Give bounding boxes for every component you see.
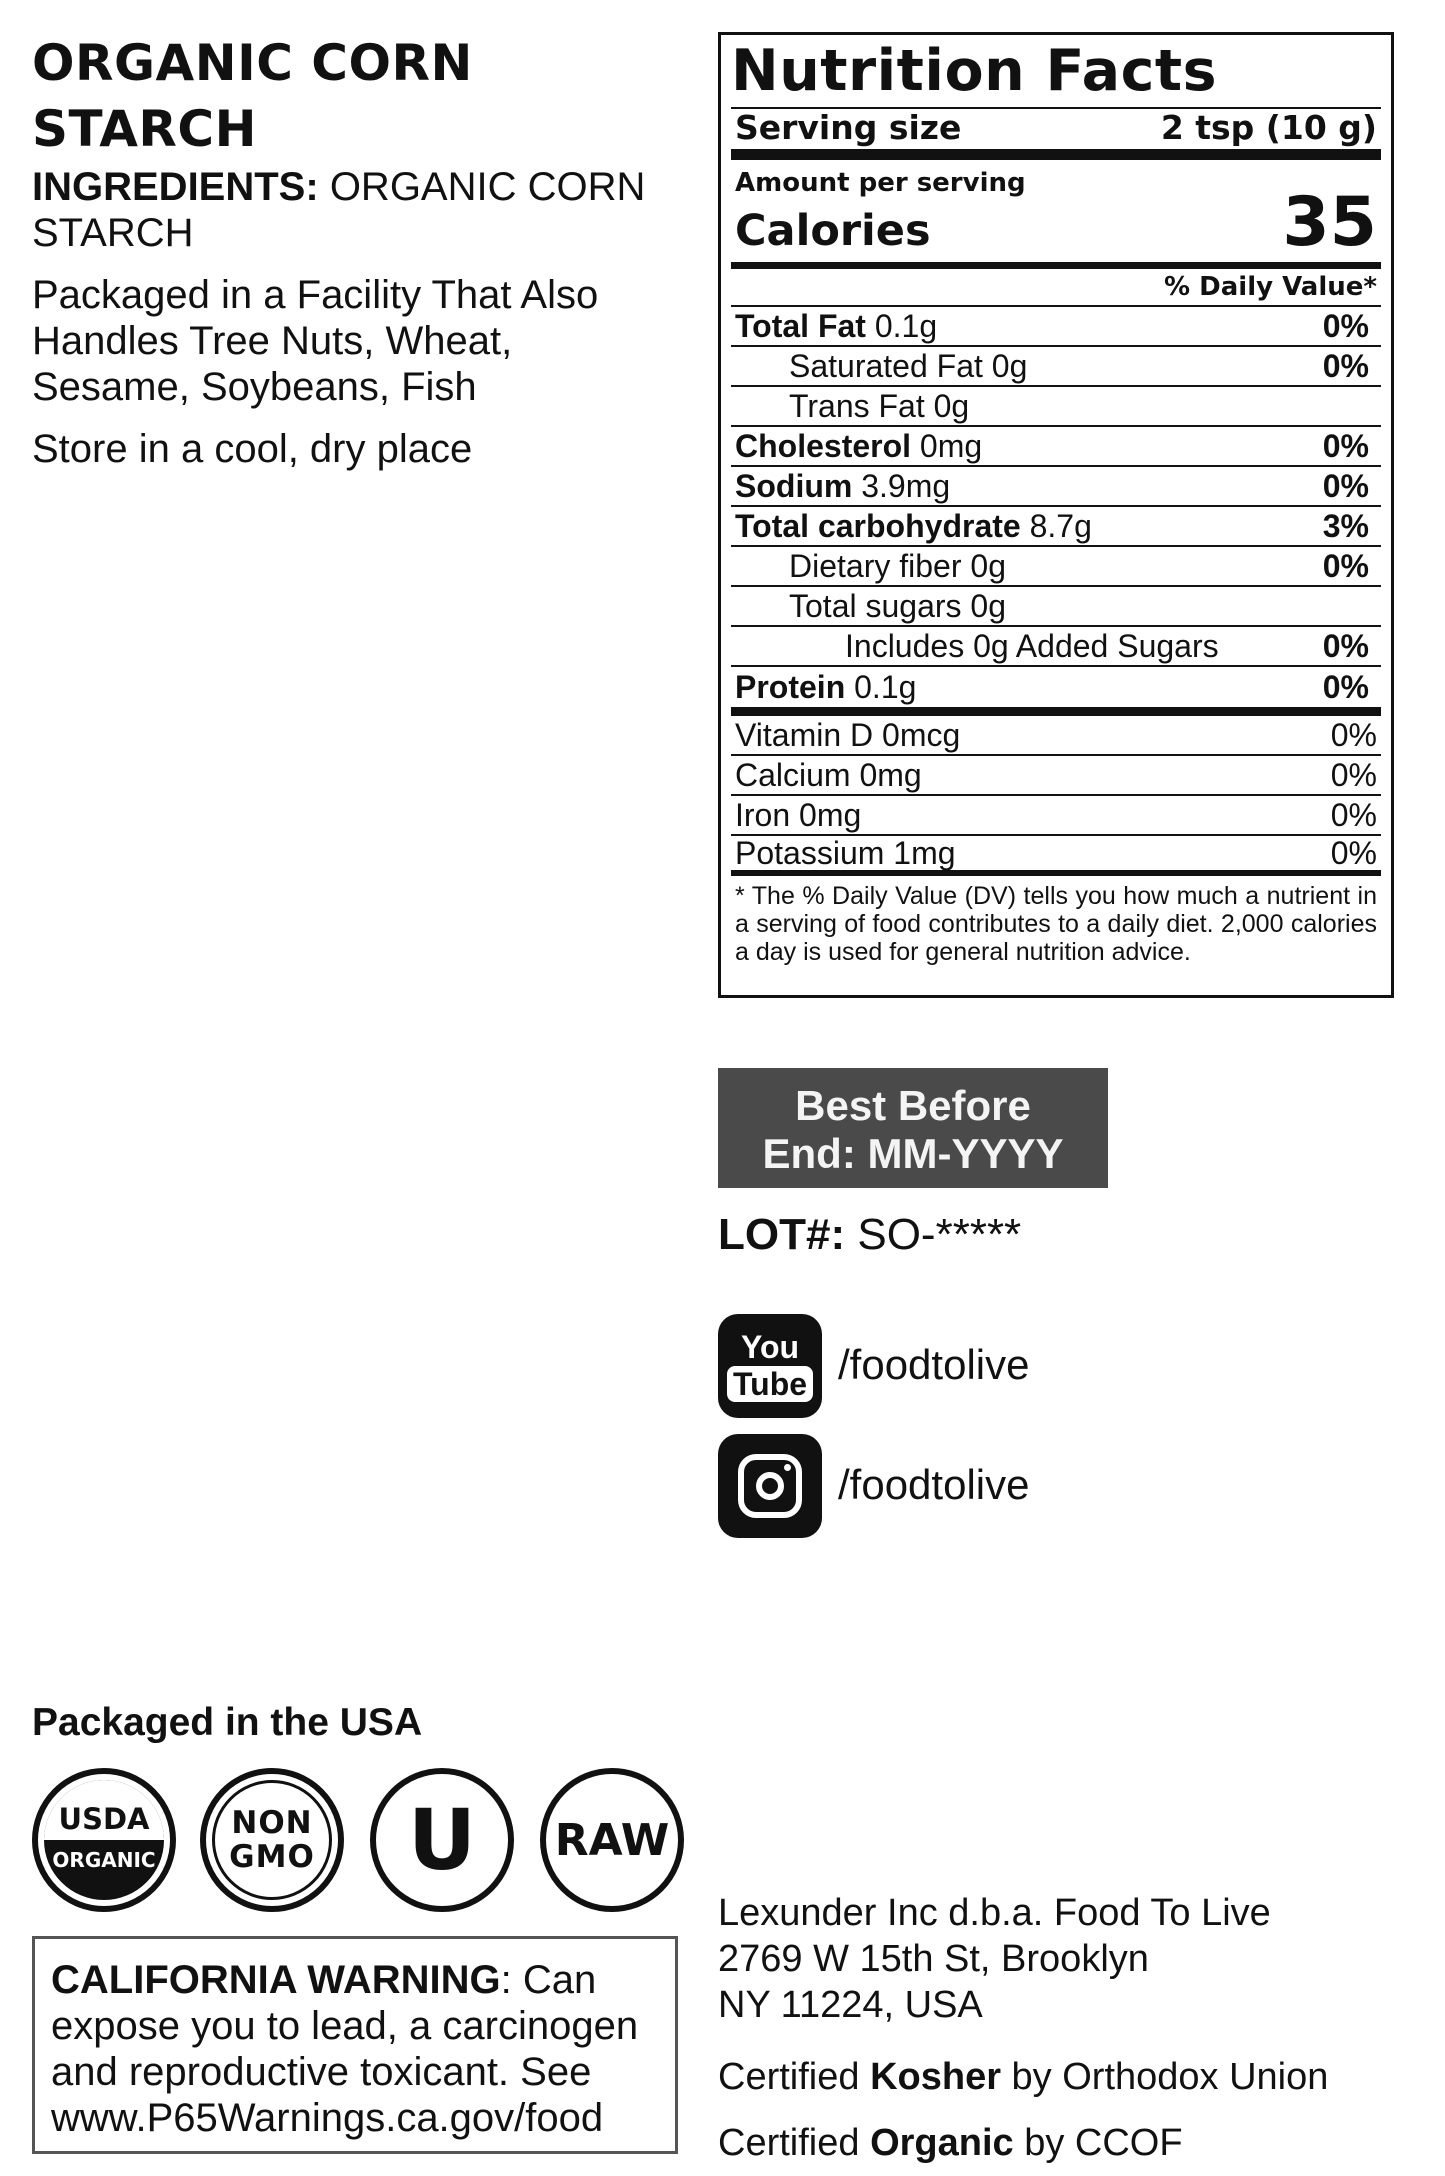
nutrient-row-dietary-fiber: [731, 547, 1381, 587]
nutrient-dv: 0%: [1322, 668, 1369, 705]
best-before-line2: End: MM-YYYY: [762, 1130, 1064, 1177]
nutrient-name: Cholesterol: [735, 427, 912, 464]
nutrient-name: Total sugars: [789, 587, 962, 624]
instagram-icon: [718, 1434, 822, 1538]
vitamin-amount: 0mg: [799, 796, 862, 833]
nutrient-dv: 0%: [1322, 627, 1369, 664]
nutrition-facts-title: Nutrition Facts: [731, 38, 1218, 104]
nutrient-amount: 0g: [991, 347, 1028, 384]
nutrient-row-sodium: [731, 467, 1381, 507]
nutrient-amount: 0g: [970, 547, 1006, 584]
nutrient-dv: 0%: [1322, 467, 1369, 504]
warning-line4: www.P65Warnings.ca.gov/food: [51, 2096, 604, 2140]
serving-size-value: 2 tsp (10 g): [1160, 107, 1377, 147]
vitamin-row-calcium: [731, 756, 1381, 796]
non-gmo-line2: GMO: [229, 1839, 315, 1875]
vitamin-row-iron: [731, 796, 1381, 836]
nutrient-dv: 0%: [1322, 427, 1369, 464]
kosher-certification: Certified Kosher by Orthodox Union: [718, 2056, 1329, 2098]
allergen-statement: [32, 272, 692, 410]
non-gmo-badge: [200, 1768, 344, 1912]
youtube-icon-tube: Tube: [727, 1366, 813, 1402]
nutrient-amount: 0mg: [919, 427, 983, 464]
nutrient-row-protein: [731, 667, 1381, 707]
lot-label: LOT#:: [718, 1210, 846, 1259]
divider-medium: [731, 262, 1381, 269]
nutrient-name: Sodium: [735, 467, 853, 504]
lot-value: SO-*****: [857, 1210, 1022, 1259]
nutrient-name: Trans Fat: [789, 387, 925, 424]
nutrient-row-total-fat: [731, 307, 1381, 347]
ou-kosher-badge: [370, 1768, 514, 1912]
ingredients: [32, 164, 692, 256]
youtube-handle[interactable]: /foodtolive: [838, 1341, 1030, 1388]
nutrient-amount: 3.9mg: [861, 467, 951, 504]
california-warning: [32, 1936, 678, 2154]
organic-certification: Certified Organic by CCOF: [718, 2122, 1183, 2164]
vitamin-amount: 1mg: [893, 834, 956, 871]
nutrient-row-total-carbohydrate: [731, 507, 1381, 547]
ou-kosher-letter: U: [407, 1791, 477, 1889]
company-line1: Lexunder Inc d.b.a. Food To Live: [718, 1892, 1271, 1934]
usda-badge-top: USDA: [44, 1780, 164, 1840]
company-line2: 2769 W 15th St, Brooklyn: [718, 1938, 1149, 1980]
instagram-handle[interactable]: /foodtolive: [838, 1461, 1030, 1508]
serving-size-row: [731, 107, 1381, 145]
nutrient-row-total-sugars: [731, 587, 1381, 627]
certification-badges: [32, 1768, 702, 1924]
vitamin-dv: 0%: [1330, 834, 1377, 871]
youtube-icon-you: You: [740, 1329, 800, 1365]
nutrient-name: Total carbohydrate: [735, 507, 1021, 544]
vitamin-amount: 0mcg: [882, 716, 961, 753]
warning-line2: expose you to lead, a carcinogen: [51, 2004, 639, 2048]
origin-statement: Packaged in the USA: [32, 1701, 423, 1744]
nutrient-amount: 0g: [933, 387, 970, 424]
nutrient-row-saturated-fat: [731, 347, 1381, 387]
instagram-link[interactable]: [718, 1434, 1278, 1538]
nutrient-dv: 0%: [1322, 307, 1369, 344]
warning-line1: : Can: [500, 1958, 597, 2002]
serving-size-label: Serving size: [735, 107, 962, 147]
non-gmo-line1: NON: [231, 1805, 313, 1841]
youtube-link[interactable]: [718, 1314, 1278, 1418]
usda-organic-badge: [32, 1768, 176, 1912]
company-line3: NY 11224, USA: [718, 1984, 983, 2026]
best-before-box: [718, 1068, 1108, 1188]
vitamin-name: Vitamin D: [735, 716, 874, 753]
vitamin-dv: 0%: [1330, 796, 1377, 833]
nutrient-row-cholesterol: [731, 427, 1381, 467]
vitamin-row-potassium: [731, 836, 1381, 876]
daily-value-header: % Daily Value*: [731, 269, 1381, 307]
nutrient-name: Includes 0g Added Sugars: [845, 627, 1219, 664]
product-title-line2: STARCH: [32, 100, 257, 158]
amount-per-serving: Amount per serving: [735, 168, 1026, 198]
divider-heavy: [731, 707, 1381, 716]
product-title: [32, 30, 652, 162]
nutrient-amount: 0g: [970, 587, 1007, 624]
lot-number: [718, 1210, 1021, 1260]
warning-line3: and reproductive toxicant. See: [51, 2050, 592, 2094]
nutrient-amount: 8.7g: [1029, 507, 1092, 544]
allergen-line-3: Sesame, Soybeans, Fish: [32, 365, 477, 409]
divider-thick: [731, 149, 1381, 160]
nutrition-facts-panel: [718, 32, 1394, 998]
raw-badge-text: RAW: [554, 1814, 670, 1866]
nutrient-row-added-sugars: [731, 627, 1381, 667]
raw-badge: [540, 1768, 684, 1912]
ingredients-label: INGREDIENTS:: [32, 165, 319, 209]
vitamin-row-vitamin-d: [731, 716, 1381, 756]
allergen-line-1: Packaged in a Facility That Also: [32, 273, 599, 317]
youtube-icon: [718, 1314, 822, 1418]
vitamin-name: Potassium: [735, 834, 885, 871]
warning-label: CALIFORNIA WARNING: [51, 1958, 501, 2002]
nutrient-name: Dietary fiber: [789, 547, 962, 584]
ingredients-value: ORGANIC CORN STARCH: [32, 165, 646, 255]
vitamin-dv: 0%: [1330, 716, 1377, 753]
calories-value: 35: [1282, 183, 1377, 262]
vitamin-name: Iron: [735, 796, 791, 833]
vitamin-amount: 0mg: [859, 756, 922, 793]
vitamin-name: Calcium: [735, 756, 851, 793]
best-before-line1: Best Before: [795, 1082, 1031, 1129]
nutrient-dv: 0%: [1322, 347, 1369, 384]
nutrient-name: Saturated Fat: [789, 347, 983, 384]
allergen-line-2: Handles Tree Nuts, Wheat,: [32, 319, 513, 363]
nutrient-dv: 3%: [1322, 507, 1369, 544]
nutrient-amount: 0.1g: [874, 307, 938, 344]
daily-value-footnote: * The % Daily Value (DV) tells you how much a nutrient in a serving of food contributes to a daily diet. 2,000 calories a day is used for general nutrition advice.: [735, 882, 1377, 966]
nutrient-amount: 0.1g: [854, 668, 917, 705]
usda-badge-bottom: ORGANIC: [52, 1848, 156, 1872]
calories-label: Calories: [735, 206, 931, 256]
company-address: [718, 1890, 1271, 2028]
product-title-line1: ORGANIC CORN: [32, 34, 473, 92]
vitamin-dv: 0%: [1330, 756, 1377, 793]
nutrient-row-trans-fat: [731, 387, 1381, 427]
nutrient-dv: 0%: [1322, 547, 1369, 584]
nutrient-name: Total Fat: [735, 307, 866, 344]
nutrient-name: Protein: [735, 668, 846, 705]
storage-instructions: Store in a cool, dry place: [32, 427, 473, 471]
